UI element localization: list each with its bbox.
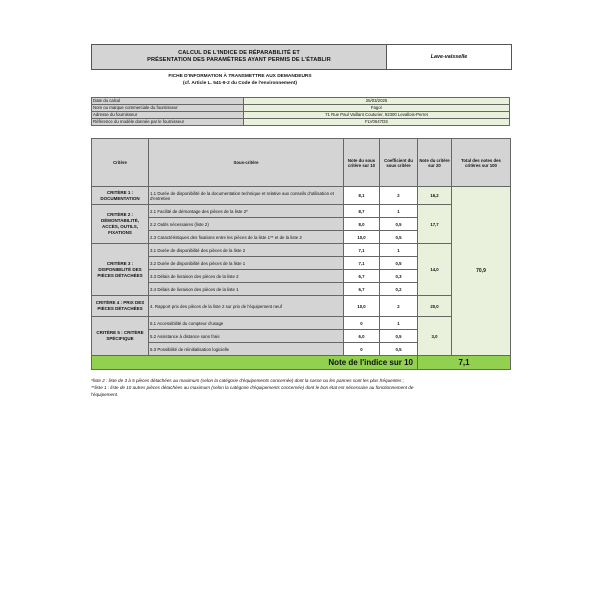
sub-coef: 2	[380, 187, 418, 205]
final-score-value: 7,1	[418, 356, 511, 370]
final-score-label: Note de l'indice sur 10	[92, 356, 418, 370]
sub-coef: 1	[380, 244, 418, 257]
product-type: Lave-vaisselle	[430, 54, 468, 60]
info-label: Date du calcul	[92, 98, 244, 105]
sub-criterion: 2.1 Facilité de démontage des pièces de la liste 2*	[149, 205, 344, 218]
info-value: Fagor	[244, 105, 510, 112]
sub-note: 8,1	[344, 187, 380, 205]
sub-note: 0	[344, 343, 380, 356]
table-row	[92, 244, 511, 257]
sub-note: 6,0	[344, 330, 380, 343]
sub-note: 8,0	[344, 218, 380, 231]
fiche-line1: FICHE D'INFORMATION À TRANSMETTRE AUX DEMANDEURS	[168, 74, 312, 79]
header-title-line2: PRÉSENTATION DES PARAMÈTRES AYANT PERMIS DE L'ÉTABLIR	[147, 57, 331, 63]
sub-criterion: 2.3 Caractéristiques des fixations entre les pièces de la liste 1** et de la liste 2	[149, 231, 344, 244]
table-row	[92, 296, 511, 317]
col-coef: Coefficient du sous critère	[380, 139, 418, 187]
table-row	[92, 317, 511, 330]
sub-coef: 1	[380, 205, 418, 218]
info-label: Adresse du fournisseur	[92, 112, 244, 119]
sub-coef: 0,5	[380, 218, 418, 231]
sub-coef: 0,5	[380, 330, 418, 343]
sub-coef: 1	[380, 317, 418, 330]
col-note-sous: Note du sous critère sur 10	[344, 139, 380, 187]
criterion-score: 3,0	[418, 317, 452, 356]
footnote-liste-1-cont: l'équipement.	[91, 392, 119, 397]
criterion-name: CRITÈRE 5 : CRITÈRE SPÉCIFIQUE	[92, 317, 149, 356]
criterion-name: CRITÈRE 1 : DOCUMENTATION	[92, 187, 149, 205]
info-value: 25/03/2025	[244, 98, 510, 105]
info-row	[92, 98, 510, 105]
sub-criterion: 3.2 Durée de disponibilité des pièces de la liste 1	[149, 257, 344, 270]
info-value: 71 Rue Paul Vaillant Couturier, 92300 Levallois-Perret	[244, 112, 510, 119]
criterion-score: 16,2	[418, 187, 452, 205]
header-title-line1: CALCUL DE L'INDICE DE RÉPARABILITÉ ET	[178, 50, 300, 56]
col-total: Total des notes des critères sur 100	[452, 139, 511, 187]
sub-note: 7,1	[344, 257, 380, 270]
sub-coef: 0,3	[380, 270, 418, 283]
sub-note: 8,7	[344, 205, 380, 218]
sub-coef: 0,5	[380, 257, 418, 270]
sub-coef: 0,5	[380, 231, 418, 244]
sub-note: 0	[344, 317, 380, 330]
sub-note: 6,7	[344, 270, 380, 283]
final-score-row	[92, 356, 511, 370]
criterion-score: 17,7	[418, 205, 452, 244]
info-table	[91, 97, 510, 126]
header-title	[92, 45, 387, 69]
sub-note: 6,7	[344, 283, 380, 296]
info-row	[92, 112, 510, 119]
sub-criterion: 5.2 Assistance à distance sans frais	[149, 330, 344, 343]
header-box	[91, 44, 512, 70]
col-note-crit: Note du critère sur 20	[418, 139, 452, 187]
info-label: Référence du modèle donnée par le fournisseur	[92, 119, 244, 126]
sub-criterion: 5.1 Accessibilité du compteur d'usage	[149, 317, 344, 330]
info-value: FLV0647DS	[244, 119, 510, 126]
sub-note: 10,0	[344, 296, 380, 317]
footnotes	[91, 377, 511, 398]
criterion-name: CRITÈRE 4 : PRIX DES PIÈCES DÉTACHÉES	[92, 296, 149, 317]
fiche-line2: (cf. Article L. 541-9-2 du Code de l'environnement)	[183, 81, 297, 86]
sub-coef: 0,5	[380, 343, 418, 356]
footnote-liste-2: *liste 2 : liste de 3 à 5 pièces détachées au maximum (selon la catégorie d'équipements concernée) dont la casse ou les pannes sont les plus fréquentes ;	[91, 378, 404, 383]
sub-criterion: 3.3 Délais de livraison des pièces de la liste 2	[149, 270, 344, 283]
col-sous-critere: Sous-critère	[149, 139, 344, 187]
info-row	[92, 105, 510, 112]
sub-criterion: 1.1 Durée de disponibilité de la documentation technique et relative aux conseils d'utilisation et d'entretien	[149, 187, 344, 205]
info-label: Nom ou marque commerciale du fournisseur	[92, 105, 244, 112]
sub-criterion: 5.3 Possibilité de réinitialisation logicielle	[149, 343, 344, 356]
fiche-heading	[150, 73, 330, 87]
col-critere: Critère	[92, 139, 149, 187]
footnote-liste-1: **liste 1 : liste de 10 autres pièces détachées au maximum (selon la catégorie d'équipements concernée) dont le bon état est nécessaire au fonctionnement de	[91, 385, 414, 390]
sub-criterion: 4. Rapport prix des pièces de la liste 2 sur prix de l'équipement neuf	[149, 296, 344, 317]
criterion-name: CRITÈRE 3 : DISPONIBILITÉ DES PIÈCES DÉTACHÉES	[92, 244, 149, 296]
total-score: 70,9	[452, 187, 511, 356]
sub-note: 10,0	[344, 231, 380, 244]
sub-criterion: 3.4 Délais de livraison des pièces de la liste 1	[149, 283, 344, 296]
sub-criterion: 2.2 Outils nécessaires (liste 2)	[149, 218, 344, 231]
table-row	[92, 187, 511, 205]
criterion-name: CRITÈRE 2 : DÉMONTABILITÉ, ACCÈS, OUTILS, FIXATIONS	[92, 205, 149, 244]
sub-coef: 0,2	[380, 283, 418, 296]
sub-coef: 2	[380, 296, 418, 317]
sub-criterion: 3.1 Durée de disponibilité des pièces de la liste 2	[149, 244, 344, 257]
criterion-score: 14,0	[418, 244, 452, 296]
sub-note: 7,1	[344, 244, 380, 257]
criterion-score: 20,0	[418, 296, 452, 317]
info-row	[92, 119, 510, 126]
table-row	[92, 205, 511, 218]
score-table-header	[92, 139, 511, 187]
score-table	[91, 138, 511, 370]
